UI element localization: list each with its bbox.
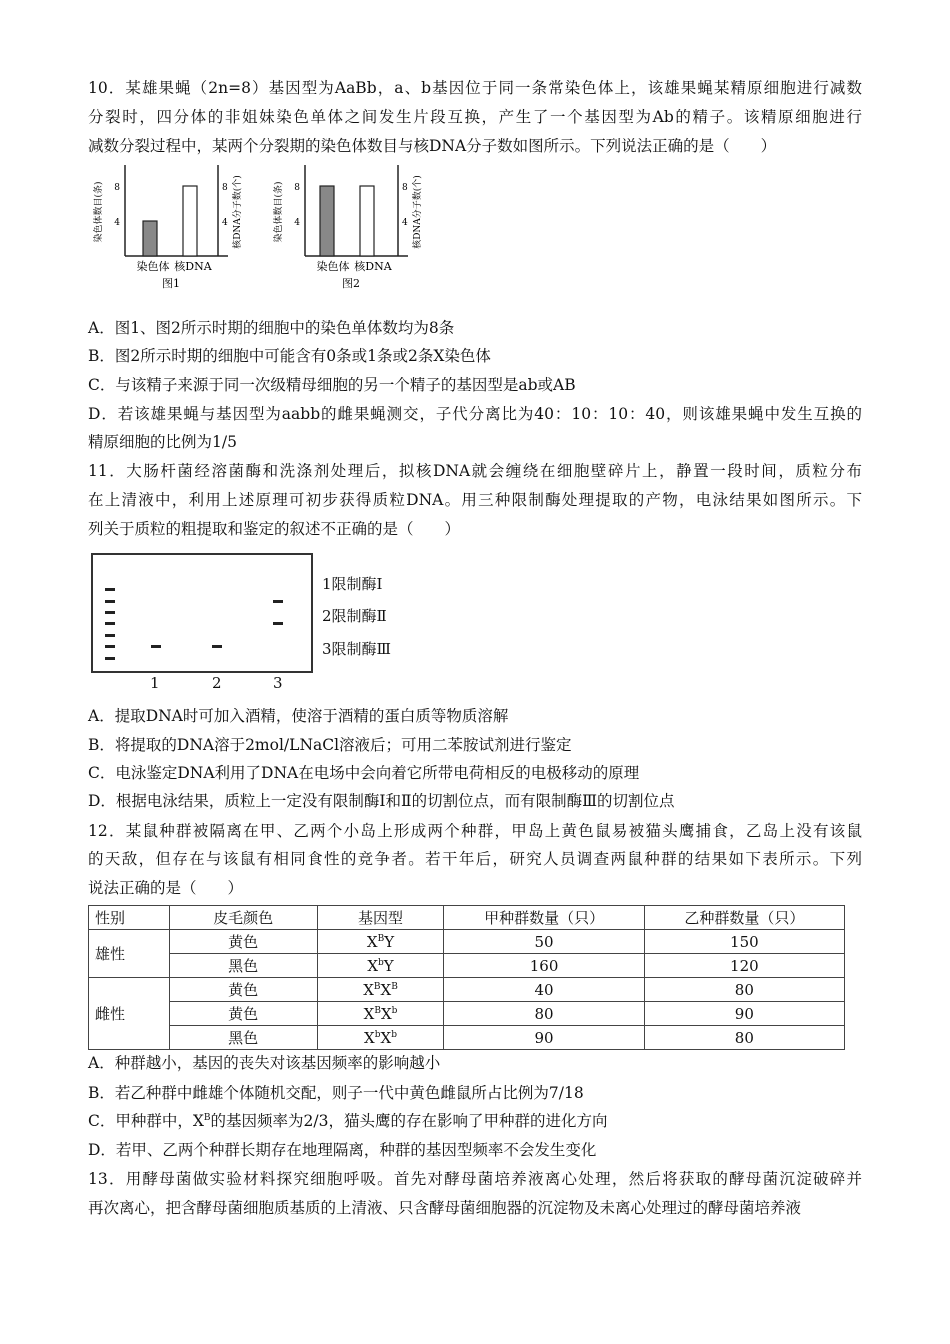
- figure-1-bar-chart: [85, 160, 255, 295]
- option-line: A．图1、图2所示时期的细胞中的染色单体数均为8条: [88, 319, 455, 337]
- question-text-line: 再次离心，把含酵母菌细胞质基质的上清液、只含酵母菌细胞器的沉淀物及未离心处理过的酵母菌培养液: [88, 1199, 802, 1217]
- marker-band: [105, 600, 115, 603]
- allele-base: X: [364, 1028, 375, 1047]
- allele-sup: B: [374, 1005, 381, 1016]
- bar-chromosome: [143, 221, 157, 256]
- allele-base: X: [363, 1004, 375, 1023]
- option-line: D．若甲、乙两个种群长期存在地理隔离，种群的基因型频率不会发生变化: [88, 1141, 597, 1159]
- y-tick-label: 8: [222, 183, 228, 193]
- text-segment: C．甲种群中，X: [88, 1112, 204, 1130]
- count-cell: 160: [444, 954, 644, 978]
- allele-base: X: [367, 956, 379, 975]
- color-cell: 黄色: [169, 978, 317, 1002]
- sex-cell: 雄性: [89, 930, 170, 978]
- x-category-label: 核DNA: [174, 260, 212, 273]
- x-category-label: 染色体: [316, 260, 350, 273]
- x-category-label: 核DNA: [354, 260, 392, 273]
- question-text-line: 的天敌，但存在与该鼠有相同食性的竞争者。若干年后，研究人员调查两鼠种群的结果如下表所示。下列: [88, 850, 862, 868]
- text-segment: 的基因频率为2/3，猫头鹰的存在影响了甲种群的进化方向: [210, 1112, 608, 1130]
- question-text-line: 说法正确的是（ ）: [88, 879, 244, 897]
- allele-sup: b: [391, 1029, 397, 1040]
- y-tick-label: 8: [294, 183, 300, 193]
- count-cell: 80: [444, 1002, 644, 1026]
- question-text-line: 分裂时，四分体的非姐妹染色单体之间发生片段互换，产生了一个基因型为Ab的精子。该精原细胞进行: [88, 108, 862, 126]
- column-header: 乙种群数量（只）: [644, 906, 844, 930]
- lane-3-band: [273, 600, 283, 603]
- y-tick-label: 4: [114, 218, 120, 228]
- bar-dna: [183, 186, 197, 256]
- lane-label: 2: [212, 674, 222, 692]
- figure-2-bar-chart: [265, 160, 435, 295]
- genotype-cell: [317, 954, 444, 978]
- option-line: A．种群越小，基因的丧失对该基因频率的影响越小: [88, 1054, 441, 1072]
- right-axis-title: 核DNA分子数(个): [233, 175, 243, 249]
- gel-legend-item: 1限制酶Ⅰ: [322, 575, 383, 593]
- lane-label: 1: [150, 674, 160, 692]
- table-row: [89, 930, 845, 954]
- right-axis-title: 核DNA分子数(个): [413, 175, 423, 249]
- question-text-line: 11．大肠杆菌经溶菌酶和洗涤剂处理后，拟核DNA就会缠绕在细胞壁碎片上，静置一段时间，质粒分布: [88, 462, 862, 480]
- electrophoresis-gel: [91, 553, 313, 673]
- marker-band: [105, 588, 115, 591]
- bar-dna: [360, 186, 374, 256]
- option-line: 精原细胞的比例为1/5: [88, 433, 237, 451]
- lane-3-band: [273, 622, 283, 625]
- question-text-line: 10．某雄果蝇（2n=8）基因型为AaBb，a、b基因位于同一条常染色体上，该雄果蝇某精原细胞进行减数: [88, 79, 862, 97]
- color-cell: 黑色: [169, 1026, 317, 1050]
- allele-base: X: [380, 1028, 392, 1047]
- allele-base: Y: [383, 956, 394, 975]
- genotype-cell: [317, 1002, 444, 1026]
- color-cell: 黄色: [169, 930, 317, 954]
- allele-sup: b: [378, 957, 384, 968]
- option-line: B．图2所示时期的细胞中可能含有0条或1条或2条X染色体: [88, 347, 491, 365]
- left-axis-title: 染色体数目(条): [274, 181, 284, 243]
- table-header: [89, 906, 845, 930]
- table-row: [89, 978, 845, 1002]
- question-text-line: 13．用酵母菌做实验材料探究细胞呼吸。首先对酵母菌培养液离心处理，然后将获取的酵母菌沉淀破碎并: [88, 1170, 862, 1188]
- figure-caption: 图1: [162, 277, 180, 290]
- x-category-label: 染色体: [136, 260, 170, 273]
- bar-chromosome: [320, 186, 334, 256]
- y-tick-label: 8: [114, 183, 120, 193]
- allele-sup: b: [374, 1029, 381, 1040]
- allele-base: X: [380, 1004, 392, 1023]
- gel-legend-item: 2限制酶Ⅱ: [322, 607, 387, 625]
- option-line: [88, 1111, 862, 1131]
- lane-2-band: [212, 645, 222, 648]
- question-text-line: 列关于质粒的粗提取和鉴定的叙述不正确的是（ ）: [88, 520, 461, 538]
- allele-sup: B: [373, 981, 381, 992]
- marker-band: [105, 634, 115, 637]
- allele-sup: B: [377, 933, 385, 944]
- allele-sup: B: [391, 981, 398, 992]
- column-header: 甲种群数量（只）: [444, 906, 644, 930]
- allele-base: X: [380, 980, 392, 999]
- y-tick-label: 4: [294, 218, 300, 228]
- option-line: C．电泳鉴定DNA利用了DNA在电场中会向着它所带电荷相反的电极移动的原理: [88, 764, 640, 782]
- marker-band: [105, 657, 115, 660]
- sex-cell: 雌性: [89, 978, 170, 1050]
- marker-band: [105, 622, 115, 625]
- option-line: B．将提取的DNA溶于2mol/LNaCl溶液后；可用二苯胺试剂进行鉴定: [88, 736, 572, 754]
- figure-caption: 图2: [342, 277, 360, 290]
- lane-1-band: [151, 645, 161, 648]
- marker-band: [105, 611, 115, 614]
- count-cell: 90: [444, 1026, 644, 1050]
- count-cell: 40: [444, 978, 644, 1002]
- genotype-cell: [317, 930, 444, 954]
- genotype-cell: [317, 978, 444, 1002]
- question-text-line: 减数分裂过程中，某两个分裂期的染色体数目与核DNA分子数如图所示。下列说法正确的是（ ）: [88, 137, 777, 155]
- lane-label: 3: [273, 674, 283, 692]
- column-header: 基因型: [317, 906, 444, 930]
- option-line: D．若该雄果蝇与基因型为aabb的雌果蝇测交，子代分离比为40：10：10：40，则该雄果蝇中发生互换的: [88, 405, 862, 423]
- y-tick-label: 4: [402, 218, 408, 228]
- allele-sup: b: [391, 1005, 398, 1016]
- left-axis-title: 染色体数目(条): [94, 181, 104, 243]
- y-tick-label: 8: [402, 183, 408, 193]
- option-line: D．根据电泳结果，质粒上一定没有限制酶Ⅰ和Ⅱ的切割位点，而有限制酶Ⅲ的切割位点: [88, 792, 675, 810]
- column-header: 性别: [89, 906, 170, 930]
- y-tick-label: 4: [222, 218, 228, 228]
- column-header: 皮毛颜色: [169, 906, 317, 930]
- population-table: [88, 905, 845, 1050]
- option-line: C．与该精子来源于同一次级精母细胞的另一个精子的基因型是ab或AB: [88, 376, 576, 394]
- count-cell: 120: [644, 954, 844, 978]
- genotype-cell: [317, 1026, 444, 1050]
- allele-base: X: [363, 980, 374, 999]
- table-row: [89, 954, 845, 978]
- table-row: [89, 1026, 845, 1050]
- table-row: [89, 1002, 845, 1026]
- color-cell: 黄色: [169, 1002, 317, 1026]
- marker-band: [105, 645, 115, 648]
- color-cell: 黑色: [169, 954, 317, 978]
- gel-legend-item: 3限制酶Ⅲ: [322, 640, 392, 658]
- option-line: B．若乙种群中雌雄个体随机交配，则子一代中黄色雌鼠所占比例为7/18: [88, 1084, 584, 1102]
- option-line: A．提取DNA时可加入酒精，使溶于酒精的蛋白质等物质溶解: [88, 707, 509, 725]
- allele-base: X: [366, 932, 378, 951]
- count-cell: 90: [644, 1002, 844, 1026]
- count-cell: 80: [644, 978, 844, 1002]
- question-text-line: 12．某鼠种群被隔离在甲、乙两个小岛上形成两个种群，甲岛上黄色鼠易被猫头鹰捕食，乙岛上没有该鼠: [88, 822, 862, 840]
- count-cell: 150: [644, 930, 844, 954]
- count-cell: 80: [644, 1026, 844, 1050]
- question-text-line: 在上清液中，利用上述原理可初步获得质粒DNA。用三种限制酶处理提取的产物，电泳结果如图所示。下: [88, 491, 862, 509]
- allele-base: Y: [384, 932, 395, 951]
- count-cell: 50: [444, 930, 644, 954]
- text-segment: B: [203, 1113, 211, 1123]
